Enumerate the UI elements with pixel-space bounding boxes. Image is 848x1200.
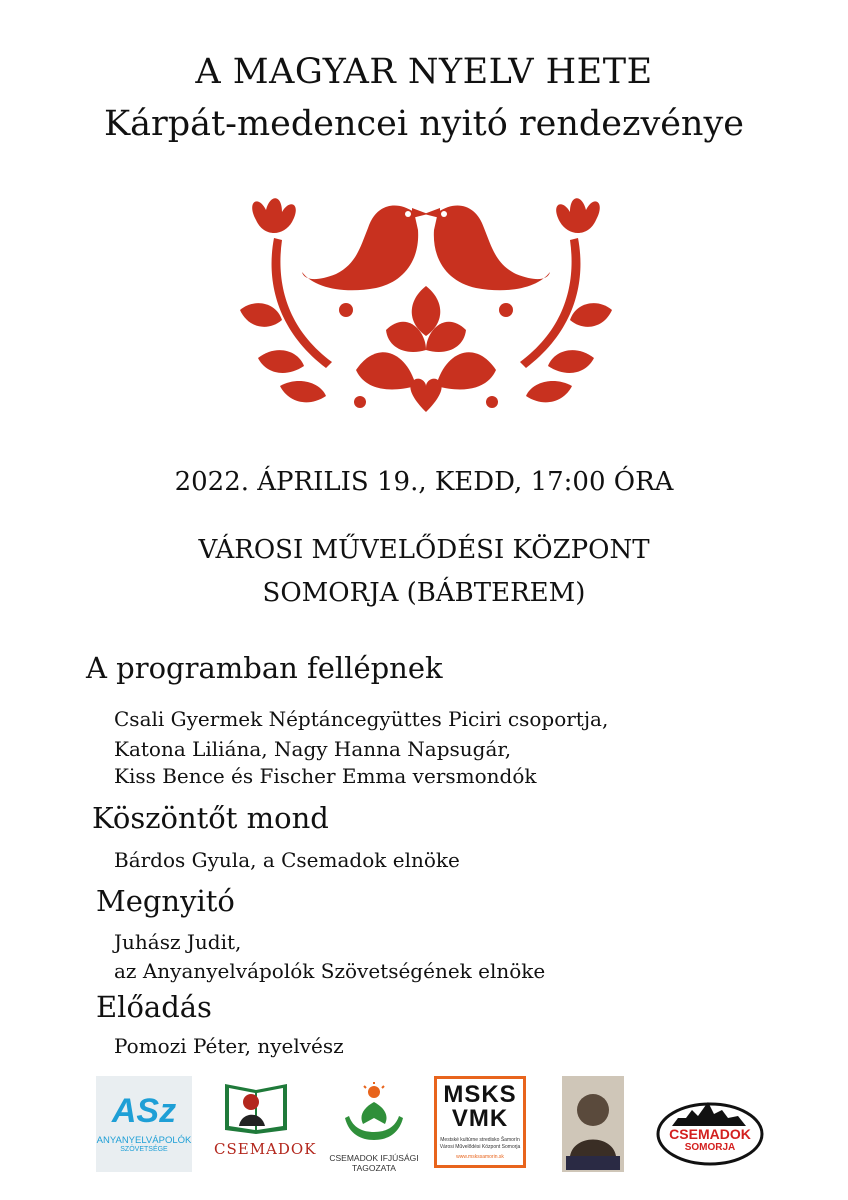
- csemadok-somorja-logo: CSEMADOK SOMORJA: [656, 1096, 764, 1166]
- csemadok-logo: CSEMADOK: [214, 1076, 298, 1172]
- anyanyelvapolok-logo: ASz ANYANYELVÁPOLÓK SZÖVETSÉGE: [96, 1076, 192, 1172]
- venue-line-1: VÁROSI MŰVELŐDÉSI KÖZPONT: [198, 535, 650, 565]
- section-heading-lecture: Előadás: [96, 990, 212, 1024]
- title-line-1: A MAGYAR NYELV HETE: [195, 52, 653, 92]
- performer-line: Kiss Bence és Fischer Emma versmondók: [114, 764, 537, 788]
- sponsor-logos: [90, 1072, 770, 1176]
- open-book-portrait-icon: [221, 1076, 291, 1134]
- section-heading-greeting: Köszöntőt mond: [92, 801, 329, 835]
- csemadok-ifjusagi-logo: CSEMADOK IFJÚSÁGI TAGOZATA: [316, 1082, 432, 1172]
- opening-line: Juhász Judit,: [114, 930, 242, 954]
- venue-line-2: SOMORJA (BÁBTEREM): [262, 578, 586, 608]
- hands-lightbulb-icon: [339, 1082, 409, 1144]
- event-date: 2022. ÁPRILIS 19., KEDD, 17:00 ÓRA: [174, 467, 674, 497]
- greeting-line: Bárdos Gyula, a Csemadok elnöke: [114, 848, 460, 872]
- folk-art-birds-tulips-ornament-icon: [236, 190, 616, 418]
- section-heading-performers: A programban fellépnek: [86, 651, 443, 685]
- performer-line: Katona Liliána, Nagy Hanna Napsugár,: [114, 737, 512, 761]
- title-line-2: Kárpát-medencei nyitó rendezvénye: [104, 104, 744, 144]
- performer-line: Csali Gyermek Néptáncegyüttes Piciri csoportja,: [114, 707, 609, 731]
- lecture-line: Pomozi Péter, nyelvész: [114, 1034, 344, 1058]
- msks-vmk-logo: MSKS VMK Mestské kultúrne stredisko Šamorín Városi Művelődési Központ Somorja www.mskssamorin.sk: [434, 1076, 526, 1168]
- section-heading-opening: Megnyitó: [96, 884, 235, 918]
- portrait-photo-logo-icon: [562, 1076, 624, 1172]
- opening-line: az Anyanyelvápolók Szövetségének elnöke: [114, 959, 546, 983]
